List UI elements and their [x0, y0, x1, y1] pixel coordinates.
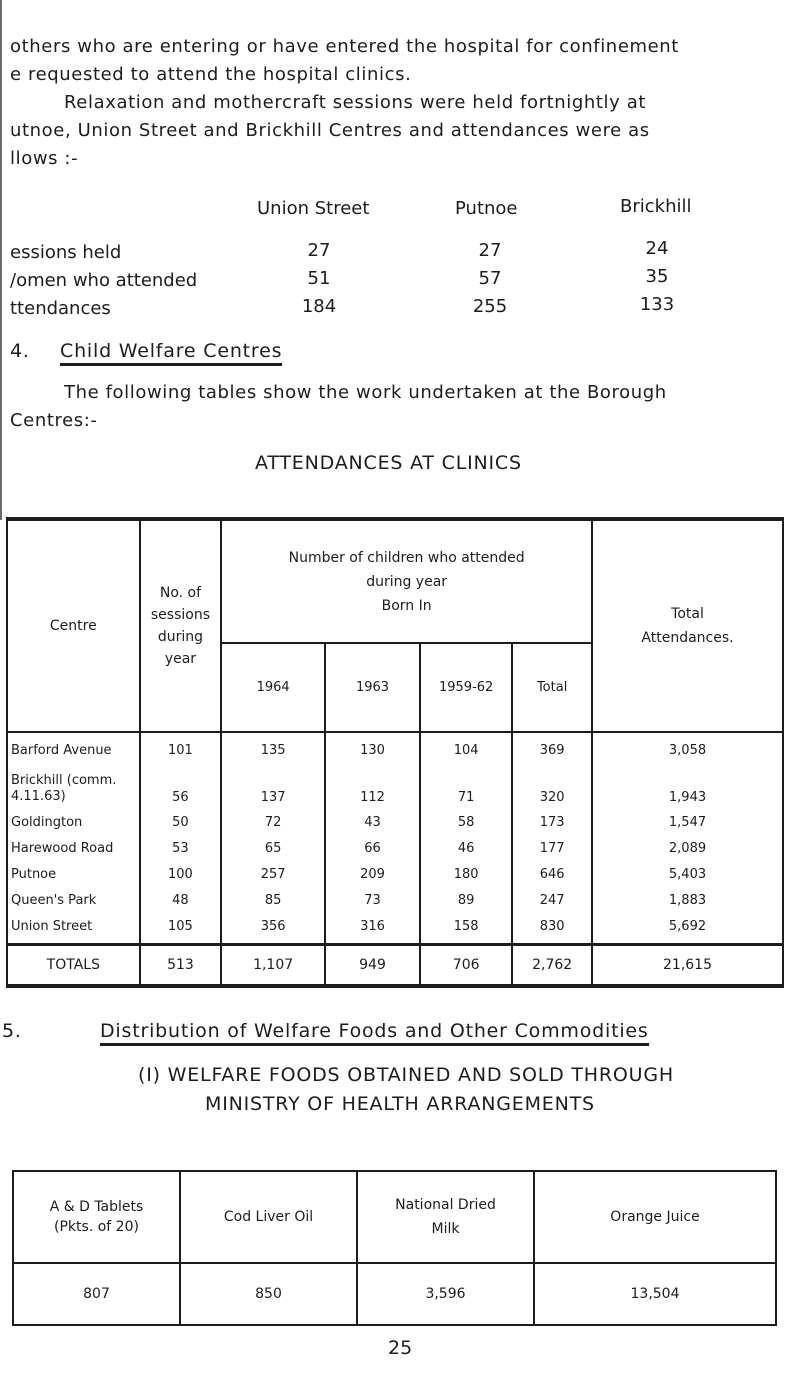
table-row — [7, 913, 783, 945]
cell-total: 320 — [512, 763, 592, 809]
cell-total: 2,762 — [512, 945, 592, 987]
cell-attendances: 21,615 — [592, 945, 783, 987]
cell-centre: Putnoe — [7, 861, 140, 887]
cell-total: 247 — [512, 887, 592, 913]
cell-cod-liver-oil: 850 — [180, 1263, 357, 1325]
section-4-title: Child Welfare Centres — [60, 340, 282, 366]
sessions-cell: 184 — [301, 296, 337, 317]
sessions-col-brickhill: Brickhill — [620, 196, 692, 217]
head-centre: Centre — [7, 519, 140, 732]
cell-attendances: 2,089 — [592, 835, 783, 861]
head-year-1963: 1963 — [325, 643, 420, 732]
section-5-subtitle-2: MINISTRY OF HEALTH ARRANGEMENTS — [205, 1093, 595, 1115]
cell-sessions: 101 — [140, 732, 222, 763]
cell-total: 830 — [512, 913, 592, 945]
cell-1963: 43 — [325, 809, 420, 835]
sessions-cell: 51 — [307, 268, 331, 289]
section-4-text-2: Centres:- — [10, 410, 98, 431]
cell-orange-juice: 13,504 — [534, 1263, 776, 1325]
cell-centre: Barford Avenue — [7, 732, 140, 763]
sessions-cell: 255 — [472, 296, 508, 317]
section-5-title: Distribution of Welfare Foods and Other Commodities — [100, 1020, 649, 1046]
intro-line-1: others who are entering or have entered the hospital for confinement — [10, 36, 679, 57]
sessions-col-putnoe: Putnoe — [455, 198, 518, 219]
table-row — [7, 861, 783, 887]
head-number-children: Number of children who attended during year Born In — [221, 519, 592, 643]
table-row — [7, 809, 783, 835]
sessions-cell: 24 — [645, 238, 669, 259]
cell-centre: Goldington — [7, 809, 140, 835]
cell-1963: 130 — [325, 732, 420, 763]
welfare-foods-table — [12, 1170, 777, 1326]
cell-1964: 65 — [221, 835, 325, 861]
sessions-cell: 27 — [307, 240, 331, 261]
table-row — [7, 763, 783, 809]
sessions-cell: 133 — [639, 294, 675, 315]
cell-sessions: 105 — [140, 913, 222, 945]
cell-1959-62: 46 — [420, 835, 512, 861]
sessions-cell: 57 — [478, 268, 502, 289]
section-5-number: 5. — [2, 1020, 22, 1042]
head-year-1964: 1964 — [221, 643, 325, 732]
cell-1963: 73 — [325, 887, 420, 913]
cell-1964: 1,107 — [221, 945, 325, 987]
intro-line-4: utnoe, Union Street and Brickhill Centres and attendances were as — [10, 120, 650, 141]
cell-centre: Brickhill (comm. 4.11.63) — [7, 763, 140, 809]
sessions-col-union: Union Street — [257, 198, 370, 219]
cell-total: 646 — [512, 861, 592, 887]
cell-1964: 137 — [221, 763, 325, 809]
cell-1964: 72 — [221, 809, 325, 835]
cell-1964: 85 — [221, 887, 325, 913]
cell-1964: 356 — [221, 913, 325, 945]
cell-1963: 316 — [325, 913, 420, 945]
head-sessions: No. of sessions during year — [140, 519, 222, 732]
cell-total: 177 — [512, 835, 592, 861]
sessions-row-label: essions held — [10, 242, 122, 263]
cell-centre: Union Street — [7, 913, 140, 945]
cell-centre: Harewood Road — [7, 835, 140, 861]
head-cod-liver-oil: Cod Liver Oil — [180, 1171, 357, 1263]
cell-1959-62: 158 — [420, 913, 512, 945]
cell-centre: Queen's Park — [7, 887, 140, 913]
head-total-attendances: Total Attendances. — [592, 519, 783, 732]
sessions-cell: 27 — [478, 240, 502, 261]
page-edge-shadow — [0, 0, 2, 520]
sessions-row-label: /omen who attended — [10, 270, 198, 291]
cell-attendances: 5,403 — [592, 861, 783, 887]
table-row — [7, 732, 783, 763]
sessions-cell: 35 — [645, 266, 669, 287]
cell-sessions: 56 — [140, 763, 222, 809]
cell-1963: 66 — [325, 835, 420, 861]
cell-attendances: 1,883 — [592, 887, 783, 913]
cell-1964: 257 — [221, 861, 325, 887]
intro-line-3: Relaxation and mothercraft sessions were held fortnightly at — [64, 92, 647, 113]
clinics-table-title: ATTENDANCES AT CLINICS — [255, 452, 522, 474]
section-5-subtitle-1: (I) WELFARE FOODS OBTAINED AND SOLD THROUGH — [138, 1064, 674, 1086]
section-4-text-1: The following tables show the work undertaken at the Borough — [64, 382, 667, 403]
sessions-row-label: ttendances — [10, 298, 111, 319]
cell-total: 369 — [512, 732, 592, 763]
table-row — [7, 835, 783, 861]
cell-attendances: 1,547 — [592, 809, 783, 835]
cell-1963: 112 — [325, 763, 420, 809]
totals-row — [7, 945, 783, 987]
cell-1959-62: 104 — [420, 732, 512, 763]
cell-attendances: 5,692 — [592, 913, 783, 945]
head-orange-juice: Orange Juice — [534, 1171, 776, 1263]
cell-1959-62: 89 — [420, 887, 512, 913]
cell-sessions: 100 — [140, 861, 222, 887]
head-national-dried-milk: National Dried Milk — [357, 1171, 534, 1263]
cell-sessions: 48 — [140, 887, 222, 913]
cell-1963: 949 — [325, 945, 420, 987]
cell-1963: 209 — [325, 861, 420, 887]
cell-1959-62: 180 — [420, 861, 512, 887]
cell-total: 173 — [512, 809, 592, 835]
cell-totals-label: TOTALS — [7, 945, 140, 987]
table-row — [7, 887, 783, 913]
cell-1959-62: 71 — [420, 763, 512, 809]
cell-sessions: 50 — [140, 809, 222, 835]
cell-attendances: 1,943 — [592, 763, 783, 809]
head-year-total: Total — [512, 643, 592, 732]
cell-1959-62: 706 — [420, 945, 512, 987]
cell-sessions: 53 — [140, 835, 222, 861]
cell-attendances: 3,058 — [592, 732, 783, 763]
page-number: 25 — [388, 1337, 413, 1359]
cell-ad-tablets: 807 — [13, 1263, 180, 1325]
head-year-1959-62: 1959-62 — [420, 643, 512, 732]
cell-1964: 135 — [221, 732, 325, 763]
intro-line-2: e requested to attend the hospital clinics. — [10, 64, 412, 85]
intro-line-5: llows :- — [10, 148, 79, 169]
cell-national-dried-milk: 3,596 — [357, 1263, 534, 1325]
cell-1959-62: 58 — [420, 809, 512, 835]
clinics-table — [6, 517, 784, 988]
head-ad-tablets: A & D Tablets (Pkts. of 20) — [13, 1171, 180, 1263]
cell-sessions: 513 — [140, 945, 222, 987]
section-4-number: 4. — [10, 340, 30, 362]
